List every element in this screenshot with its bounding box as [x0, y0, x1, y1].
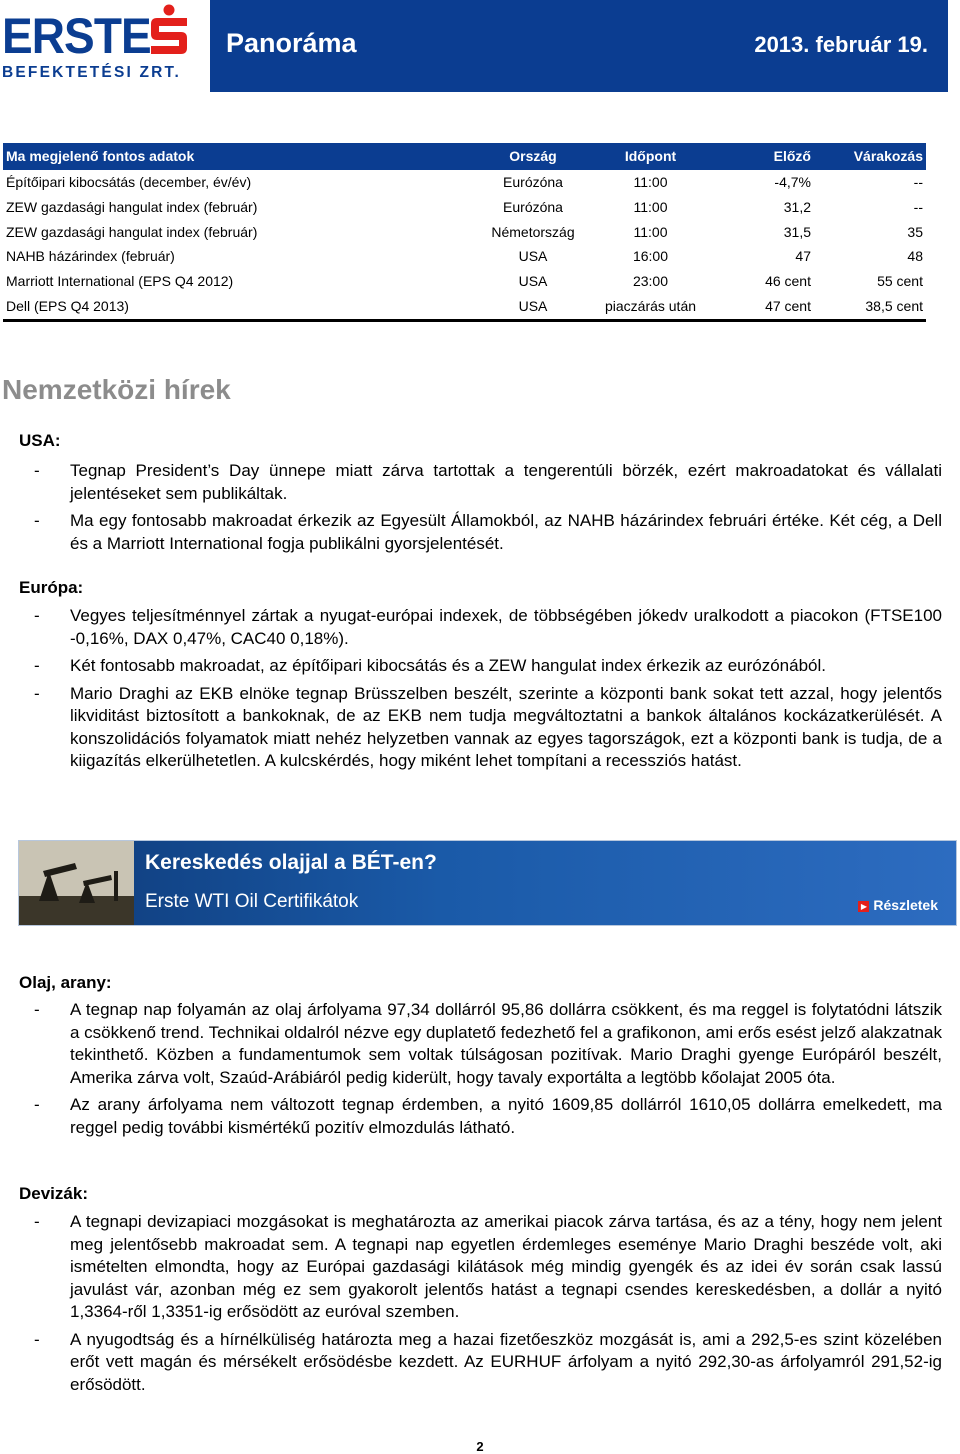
table-header-row — [3, 143, 926, 170]
table-body — [3, 170, 926, 322]
table-row — [3, 170, 926, 195]
title-banner — [210, 0, 948, 92]
cell-event: Dell (EPS Q4 2013) — [6, 297, 129, 314]
todays-data-table — [3, 143, 926, 322]
list-item: - Mario Draghi az EKB elnöke tegnap Brüsszelben beszélt, szerinte a központi bank sokat tett azzal, hogy jelentős likviditást biztosított a bankoknak, de az EKB nem tudja megváltoztatni a bankok általános kockázatkerülését. A konszolidációs folyamatok miatt nehéz helyzetben vannak az egyes tagországok, ezt a központi bank is tudja, de a kiigazítás elkerülhetetlen. A kulcskérdés, hogy miként lehet tompítani a recessziós hatást. — [34, 683, 942, 773]
cell-time: 11:00 — [633, 223, 668, 240]
table-row — [3, 294, 926, 319]
cell-time: 11:00 — [633, 174, 668, 190]
col-header-country: Ország — [509, 148, 557, 164]
cell-event: ZEW gazdasági hangulat index (február) — [6, 198, 258, 215]
table-row — [3, 220, 926, 245]
list-item: - Két fontosabb makroadat, az építőipari kibocsátás és a ZEW hangulat index érkezik az eurózónából. — [34, 655, 942, 678]
oil-gold-heading: Olaj, arany: — [19, 973, 112, 992]
fx-news-list — [34, 1211, 942, 1401]
cell-event: Marriott International (EPS Q4 2012) — [6, 273, 234, 290]
logo-subtitle: BEFEKTETÉSI ZRT. — [2, 64, 182, 81]
fx-heading: Devizák: — [19, 1184, 88, 1203]
details-button[interactable] — [858, 897, 938, 913]
table-row — [3, 195, 926, 220]
cell-country: USA — [518, 248, 548, 265]
page-header — [0, 0, 960, 92]
cell-event: ZEW gazdasági hangulat index (február) — [6, 223, 258, 240]
cell-time: 23:00 — [632, 273, 669, 290]
cell-country: Eurózóna — [503, 198, 563, 215]
oil-gold-news-list — [34, 999, 942, 1144]
col-header-time: Időpont — [624, 148, 677, 164]
cell-event: Építőipari kibocsátás (december, év/év) — [6, 174, 252, 190]
list-item: - Tegnap President’s Day ünnepe miatt zárva tartottak a tengerentúli börzék, ezért makroadatokat és vállalati jelentéseket sem publikáltak. — [34, 460, 942, 505]
cell-previous: 31,2 — [783, 198, 811, 215]
cell-expected: 55 cent — [877, 273, 923, 290]
europe-heading: Európa: — [19, 578, 84, 597]
details-label: Részletek — [873, 897, 938, 913]
europe-news-list — [34, 605, 942, 778]
cell-previous: 47 — [795, 248, 811, 265]
cell-country: Németország — [491, 223, 575, 240]
usa-news-list — [34, 460, 942, 560]
publication-date: 2013. február 19. — [754, 32, 928, 57]
col-header-expected: Várakozás — [853, 148, 923, 164]
list-item: - A tegnapi devizapiaci mozgásokat is meghatározta az amerikai piacok zárva tartása, és az a tény, hogy nem jelent meg jelentősebb makroadat sem. A tegnapi nap egyetlen érdemleges eseménye Mario Draghi beszéde volt, aki ismételten elmondta, hogy az Európai gazdasági kilátások még mindig gyengék és az idei év során csak lassú javulást vár, azonban még ez sem gyakorolt jelentős hatást a tegnapi csendes kereskedésben, a dollár a nyitó 1,3364-ről 1,3351-ig erősödött az euróval szemben. — [34, 1211, 942, 1324]
cell-time: 16:00 — [632, 248, 669, 265]
cell-event: NAHB házárindex (február) — [6, 248, 175, 265]
table-row — [3, 244, 926, 269]
list-item: - A nyugodtság és a hírnélküliség határozta meg a hazai fizetőeszköz mozgását is, ami a 292,5-es szint közelében erőt vett magán és mérsékelt erősödésbe kezdett. Az EURHUF árfolyam a nyitó 292,30-as árfolyamról 291,52-ig erősödött. — [34, 1329, 942, 1397]
cell-expected: 48 — [907, 248, 923, 265]
cell-expected: -- — [913, 198, 923, 215]
list-item: - A tegnap nap folyamán az olaj árfolyama 97,34 dollárról 95,86 dollárra csökkent, és ma reggel is folytatódni látszik a csökkenő trend. Technikai oldalról nézve egy duplatető fedezhető fel a grafikonon, ami erős esést jelző alakzatnak tekinthető. Közben a fundamentumok sem voltak túlságosan pozitívak. Mario Draghi gyenge Európáról beszélt, Amerika zárva volt, Szaúd-Arábiáról pedig kiderült, hogy tavaly exportálta a legtöbb kőolajat 2005 óta. — [34, 999, 942, 1089]
cell-previous: 31,5 — [783, 223, 811, 240]
publication-title: Panoráma — [226, 28, 357, 58]
col-header-previous: Előző — [773, 148, 811, 164]
list-item: - Ma egy fontosabb makroadat érkezik az Egyesült Államokból, az NAHB házárindex februári értéke. Két cég, a Dell és a Marriott International fogja publikálni gyorsjelentését. — [34, 510, 942, 555]
cell-previous: -4,7% — [774, 174, 811, 190]
cell-expected: 38,5 cent — [865, 297, 923, 314]
erste-s-mark-icon — [145, 4, 193, 60]
cell-country: Eurózóna — [503, 174, 563, 190]
logo-word: ERSTE — [2, 8, 151, 64]
usa-heading: USA: — [19, 431, 61, 450]
section-title: Nemzetközi hírek — [2, 374, 231, 405]
oil-certificate-ad-banner[interactable] — [18, 840, 957, 926]
cell-time: 11:00 — [633, 198, 668, 215]
erste-logo — [0, 0, 200, 92]
ad-subtitle: Erste WTI Oil Certifikátok — [145, 891, 359, 912]
oil-pump-image-icon — [19, 841, 134, 925]
list-item: - Az arany árfolyama nem változott tegnap érdemben, a nyitó 1609,85 dollárról 1610,05 dollárra emelkedett, ma reggel pedig további kismértékű pozitív elmozdulás látható. — [34, 1094, 942, 1139]
play-arrow-icon: ▶ — [858, 901, 869, 912]
page-number: 2 — [476, 1439, 484, 1454]
cell-previous: 46 cent — [765, 273, 811, 290]
col-header-event: Ma megjelenő fontos adatok — [6, 148, 195, 164]
cell-expected: -- — [913, 174, 923, 190]
list-item: - Vegyes teljesítménnyel zártak a nyugat-európai indexek, de többségében jókedv uralkodott a piacokon (FTSE100 -0,16%, DAX 0,47%, CAC40 0,18%). — [34, 605, 942, 650]
cell-country: USA — [518, 297, 548, 314]
cell-previous: 47 cent — [765, 297, 811, 314]
ad-title: Kereskedés olajjal a BÉT-en? — [145, 851, 437, 874]
cell-country: USA — [518, 273, 548, 290]
table-row — [3, 269, 926, 294]
cell-time: piaczárás után — [604, 297, 697, 314]
cell-expected: 35 — [907, 223, 923, 240]
